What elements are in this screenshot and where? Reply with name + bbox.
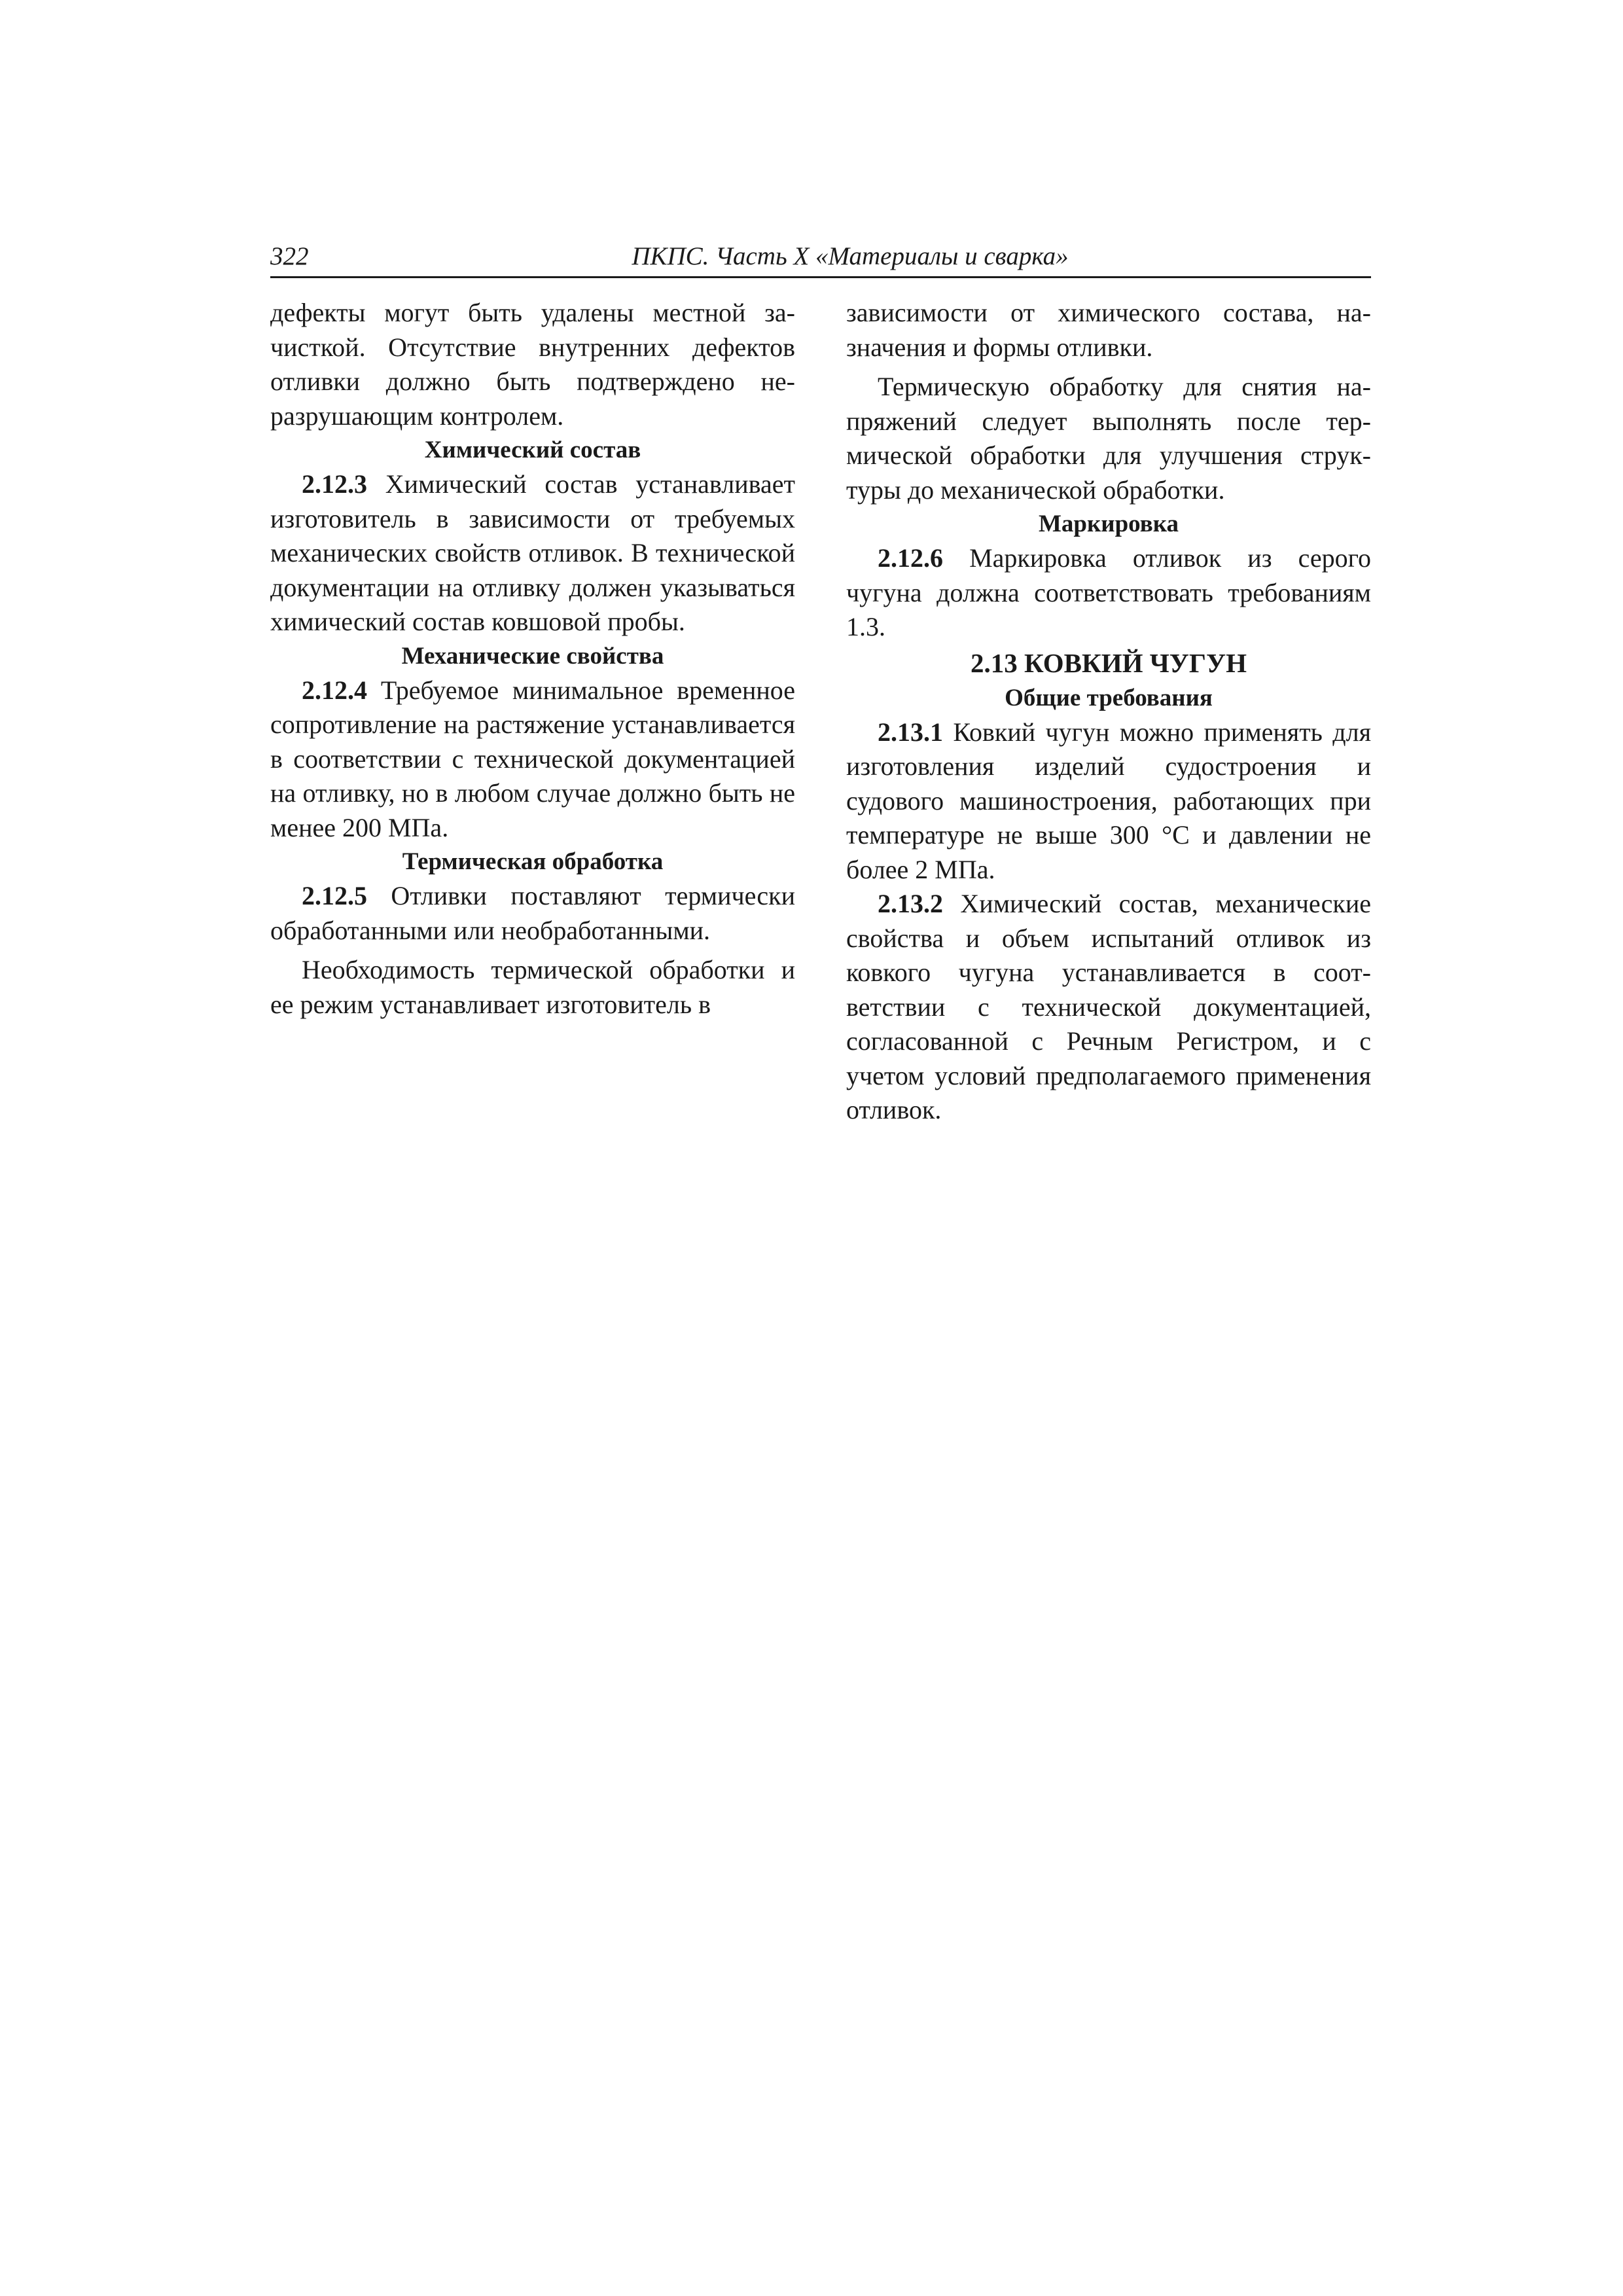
- clause-2-12-5: [270, 879, 795, 948]
- clause-text: Требуемое минимальное временное сопротивление на растяжение устанавливается в соответствии с технической документацией на отливку, но в любом случае должно быть не менее 200 МПа.: [270, 675, 795, 842]
- page-number: 322: [270, 242, 309, 270]
- clause-text: Маркировка отливок из серого чугуна должна соответствовать требованиям 1.3.: [846, 543, 1371, 641]
- clause-2-12-4: [270, 673, 795, 846]
- continuation-paragraph: дефекты могут быть удалены местной зачисткой. Отсутствие внутренних дефектов отливки должно быть подтверждено неразрушающим контролем.: [270, 298, 795, 431]
- paragraph-stress-relief: Термическую обработку для снятия напряжений следует выполнять после термической обработки для улучшения структуры до механической обработки.: [846, 372, 1371, 505]
- clause-text: Химический состав устанавливает изготовитель в зависимости от требуемых механических свойств отливок. В технической документации на отливку должен указываться химический состав ковшовой пробы.: [270, 469, 795, 636]
- section-heading-2-13: 2.13 КОВКИЙ ЧУГУН: [971, 647, 1247, 678]
- clause-number: 2.12.5: [302, 881, 367, 910]
- clause-2-13-2: [846, 887, 1371, 1128]
- paragraph-heat-treatment-necessity: Необходимость термической обработки и ее режим устанавливает изготовитель в: [270, 955, 795, 1019]
- clause-text: Отливки поставляют термически обработанными или необработанными.: [270, 881, 795, 945]
- subheading-mechanical-properties: Механические свойства: [401, 642, 664, 670]
- clause-2-12-6: [846, 541, 1371, 645]
- clause-2-13-1: [846, 715, 1371, 888]
- subheading-heat-treatment: Термическая обработка: [402, 848, 664, 875]
- clause-text: Химический состав, механические свойства и объем испытаний отливок из ковкого чугуна устанавливается в соответствии с технической документацией, согласованной с Речным Регистром, и с учетом условий предполагаемого применения отливок.: [846, 889, 1371, 1124]
- left-column: [270, 296, 795, 1022]
- clause-number: 2.12.4: [302, 675, 367, 705]
- continuation-paragraph: зависимости от химического состава, назначения и формы отливки.: [846, 298, 1371, 362]
- right-column: [846, 296, 1371, 1128]
- clause-2-12-3: [270, 467, 795, 639]
- subheading-marking: Маркировка: [1038, 511, 1179, 537]
- clause-number: 2.13.2: [878, 889, 943, 918]
- clause-number: 2.12.6: [878, 543, 943, 573]
- subheading-general-requirements: Общие требования: [1005, 684, 1213, 711]
- subheading-chemical-composition: Химический состав: [424, 437, 641, 463]
- clause-text: Ковкий чугун можно применять для изготовления изделий судостроения и судового машиностроения, работающих при температуре не выше 300 °С и давлении не более 2 МПа.: [846, 717, 1371, 884]
- clause-number: 2.12.3: [302, 469, 367, 499]
- running-title: ПКПС. Часть X «Материалы и сварка»: [632, 242, 1069, 270]
- running-header: [270, 237, 1371, 278]
- clause-number: 2.13.1: [878, 717, 943, 747]
